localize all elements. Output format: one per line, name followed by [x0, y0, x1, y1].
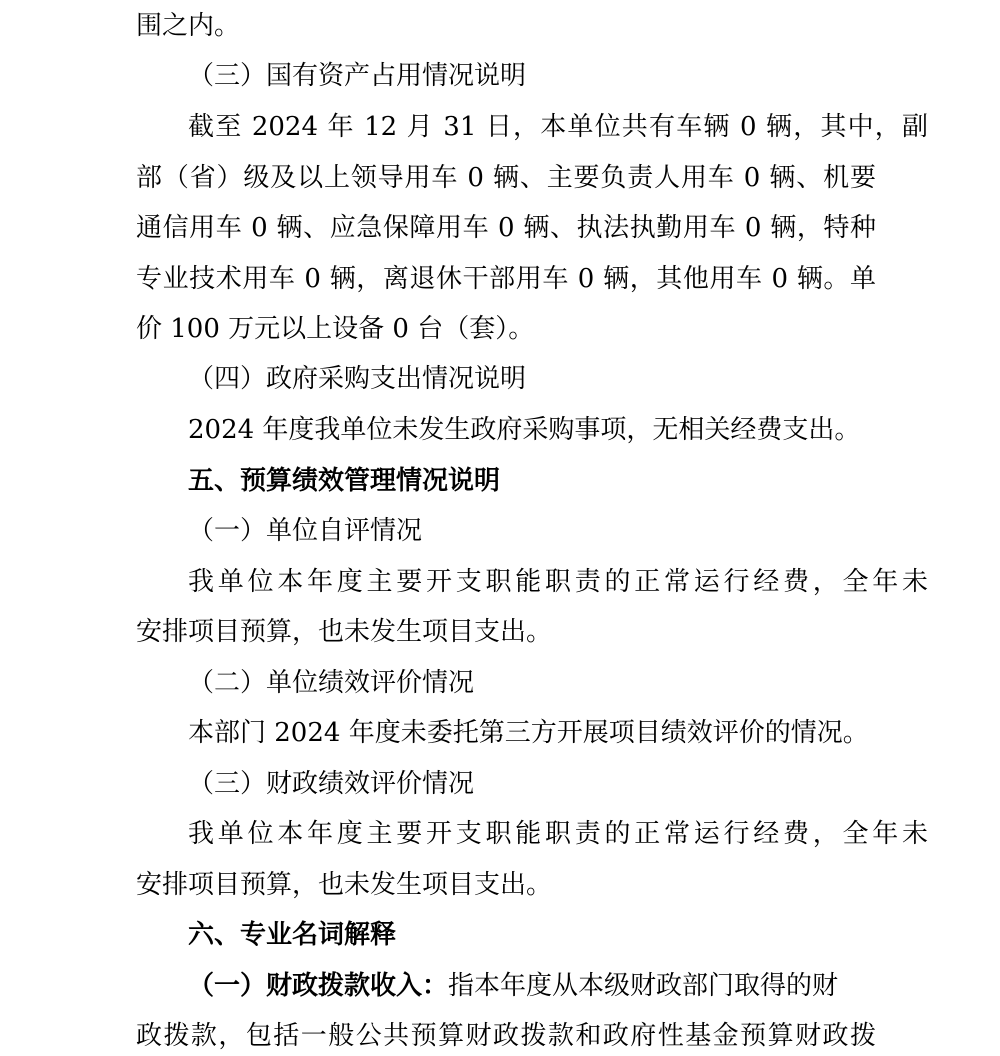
- section-heading: 六、专业名词解释: [188, 920, 397, 950]
- section-subheading: （一）单位自评情况: [188, 516, 423, 546]
- definition-text: 指本年度从本级财政部门取得的财: [448, 971, 839, 1001]
- section-subheading: （三）财政绩效评价情况: [188, 769, 475, 799]
- paragraph-line: 安排项目预算，也未发生项目支出。: [136, 617, 553, 647]
- paragraph-line: 我单位本年度主要开支职能职责的正常运行经费，全年未: [188, 567, 928, 597]
- paragraph-line: 2024 年度我单位未发生政府采购事项，无相关经费支出。: [188, 415, 861, 445]
- paragraph-line: 截至 2024 年 12 月 31 日，本单位共有车辆 0 辆，其中，副: [188, 112, 928, 142]
- paragraph-line: 价 100 万元以上设备 0 台（套）。: [136, 314, 535, 344]
- paragraph-line: 专业技术用车 0 辆，离退休干部用车 0 辆，其他用车 0 辆。单: [136, 264, 876, 294]
- definition-term: （一）财政拨款收入：: [188, 971, 449, 1001]
- section-subheading: （二）单位绩效评价情况: [188, 668, 475, 698]
- paragraph-line: 政拨款，包括一般公共预算财政拨款和政府性基金预算财政拨: [136, 1021, 876, 1051]
- paragraph-line: 本部门 2024 年度未委托第三方开展项目绩效评价的情况。: [188, 718, 869, 748]
- paragraph-line: 通信用车 0 辆、应急保障用车 0 辆、执法执勤用车 0 辆，特种: [136, 213, 876, 243]
- section-heading: 五、预算绩效管理情况说明: [188, 466, 501, 496]
- paragraph-line: 我单位本年度主要开支职能职责的正常运行经费，全年未: [188, 819, 928, 849]
- paragraph-line: 部（省）级及以上领导用车 0 辆、主要负责人用车 0 辆、机要: [136, 163, 876, 193]
- section-subheading: （四）政府采购支出情况说明: [188, 364, 527, 394]
- definition-line: [136, 967, 928, 1005]
- section-subheading: （三）国有资产占用情况说明: [188, 61, 527, 91]
- document-page: [136, 0, 928, 1056]
- paragraph-line: 围之内。: [136, 11, 241, 41]
- paragraph-line: 安排项目预算，也未发生项目支出。: [136, 870, 553, 900]
